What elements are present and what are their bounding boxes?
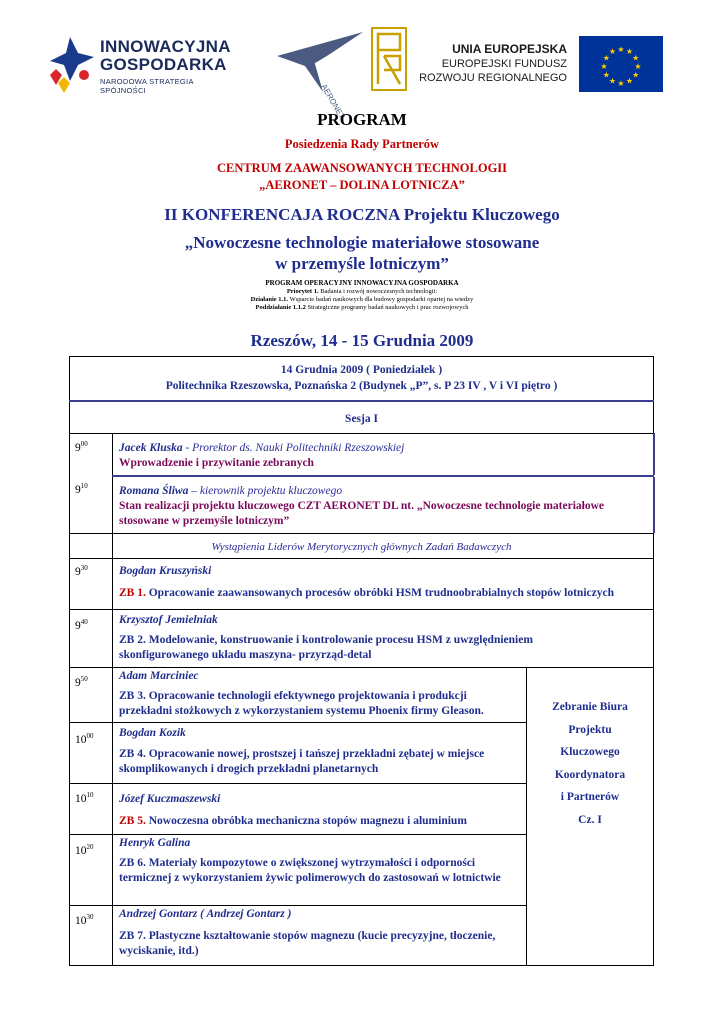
event-date: Rzeszów, 14 - 15 Grudnia 2009 (250, 331, 474, 350)
eu-star: ★ (625, 47, 634, 57)
politechnika-emblem (370, 26, 408, 92)
eu-logo-line3: ROZWOJU REGIONALNEGO (419, 72, 567, 84)
eu-star: ★ (632, 70, 640, 80)
center-name-line2: „AERONET – DOLINA LOTNICZA” (259, 178, 465, 192)
table-row (119, 669, 519, 684)
program-heading: PROGRAM (317, 110, 407, 129)
eu-star: ★ (617, 44, 625, 54)
eu-star: ★ (632, 53, 640, 63)
eu-logo-line1: UNIA EUROPEJSKA (452, 42, 567, 56)
talk-title: Stan realizacji projektu kluczowego CZT AERONET DL nt. „Nowoczesne technologie materiałowe stosowane w przemyśle lotniczym” (119, 500, 604, 527)
speaker-name: Bogdan Kruszyński (119, 565, 212, 577)
task-title: ZB 6. Materiały kompozytowe o zwiększonej wytrzymałości i odporności termicznej z wykorzystaniem żywic polimerowych do zastosowań w lotnictwie (119, 857, 501, 884)
eu-star: ★ (602, 70, 610, 80)
poddzialanie-line: Poddziałanie 1.1.2 Strategiczne programy badań naukowych i prac rozwojowych (255, 304, 469, 311)
eu-logo (419, 36, 663, 94)
speaker-name: Romana Śliwa (119, 485, 189, 497)
speaker-name: Krzysztof Jemielniak (119, 614, 218, 626)
time-1030: $10^{30}$ (75, 913, 94, 927)
eu-star: ★ (608, 47, 617, 57)
side-note: Zebranie Biura Projektu Kluczowego Koordynatora i Partnerów Cz. I (552, 701, 628, 826)
eu-star: ★ (634, 61, 642, 71)
speaker-name: Adam Marciniec (119, 670, 199, 682)
speaker-role: - Prorektor ds. Nauki Politechniki Rzeszowskiej (182, 442, 405, 454)
aeronet-logo-text: AERONET (319, 82, 347, 121)
speaker-name: Henryk Galina (119, 837, 191, 849)
table-row (119, 613, 649, 628)
table-row (119, 792, 519, 807)
eu-star: ★ (608, 76, 617, 86)
speaker-role: – kierownik projektu kluczowego (188, 485, 343, 497)
section-subheader: Wystąpienia Liderów Merytorycznych głównych Zadań Badawczych (211, 541, 512, 553)
time-0940: $9^{40}$ (75, 618, 88, 632)
eu-star: ★ (600, 61, 608, 71)
poig-line: PROGRAM OPERACYJNY INNOWACYJNA GOSPODARKA (265, 279, 459, 287)
ig-logo-line2: GOSPODARKA (100, 55, 227, 74)
table-row (119, 907, 519, 922)
table-row (119, 441, 649, 471)
place-label: Politechnika Rzeszowska, Poznańska 2 (Budynek „P”, s. P 23 IV , V i VI piętro ) (165, 380, 558, 392)
time-0910: $9^{10}$ (75, 482, 88, 496)
eu-star: ★ (602, 53, 610, 63)
task-title: ZB 7. Plastyczne kształtowanie stopów magnezu (kucie precyzyjne, tłoczenie, wyciskanie, itd.) (119, 930, 496, 957)
day-label: 14 Grudnia 2009 ( Poniedziałek ) (280, 364, 443, 376)
time-0930: $9^{30}$ (75, 564, 88, 578)
speaker-name: Józef Kuczmaszewski (119, 793, 221, 805)
table-row (119, 726, 519, 741)
aeronet-logo (275, 26, 365, 121)
task-title: ZB 1. Opracowanie zaawansowanych procesów obróbki HSM trudnoobrabialnych stopów lotniczych (119, 587, 614, 599)
time-1010: $10^{10}$ (75, 791, 94, 805)
talk-title: Wprowadzenie i przywitanie zebranych (119, 457, 314, 469)
center-name-line1: CENTRUM ZAAWANSOWANYCH TECHNOLOGII (216, 161, 508, 175)
session-label: Sesja I (345, 413, 378, 425)
task-title: ZB 4. Opracowanie nowej, prostszej i tańszej przekładni zębatej w miejsce skomplikowanych i drogich przekładni planetarnych (119, 748, 485, 775)
eu-flag-icon (579, 36, 663, 92)
eu-logo-line2: EUROPEJSKI FUNDUSZ (441, 58, 567, 70)
innowacyjna-gospodarka-logo (48, 35, 238, 95)
speaker-name: Jacek Kluska (119, 442, 183, 454)
eu-star: ★ (625, 76, 634, 86)
speaker-name: Bogdan Kozik (119, 727, 186, 739)
time-0950: $9^{50}$ (75, 675, 88, 689)
time-0900: $9^{00}$ (75, 440, 88, 454)
meeting-subtitle: Posiedzenia Rady Partnerów (284, 137, 440, 151)
ig-logo-line3: NARODOWA STRATEGIA SPÓJNOŚCI (100, 77, 194, 95)
conference-title: II KONFERENCAJA ROCZNA Projektu Kluczowego (164, 205, 560, 224)
task-title: ZB 5. Nowoczesna obróbka mechaniczna stopów magnezu i aluminium (119, 815, 467, 827)
conference-topic-line1: „Nowoczesne technologie materiałowe stosowane (184, 233, 540, 252)
table-row (119, 836, 519, 851)
time-1000: $10^{00}$ (75, 732, 94, 746)
speaker-name: Andrzej Gontarz ( Andrzej Gontarz ) (119, 908, 292, 920)
conference-topic-line2: w przemyśle lotniczym” (275, 254, 449, 273)
eu-star: ★ (617, 78, 625, 88)
program-table (69, 356, 654, 966)
ig-logo-line1: INNOWACYJNA (100, 37, 231, 56)
table-row (119, 484, 649, 529)
task-title: ZB 3. Opracowanie technologii efektywnego projektowania i produkcji przekładni stożkowych z wykorzystaniem systemu Phoenix firmy Gleason. (119, 690, 484, 717)
time-1020: $10^{20}$ (75, 843, 94, 857)
dzialanie-line: Działanie 1.1. Wsparcie badań naukowych dla budowy gospodarki opartej na wiedzy (250, 296, 474, 303)
task-title: ZB 2. Modelowanie, konstruowanie i kontrolowanie procesu HSM z uwzględnieniem skonfigurowanego układu maszyna- przyrząd-detal (119, 634, 533, 661)
ig-star-icon (48, 35, 96, 95)
table-row (119, 564, 649, 579)
priorytet-line: Priorytet 1. Badania i rozwój nowoczesnych technologii: (286, 288, 438, 295)
